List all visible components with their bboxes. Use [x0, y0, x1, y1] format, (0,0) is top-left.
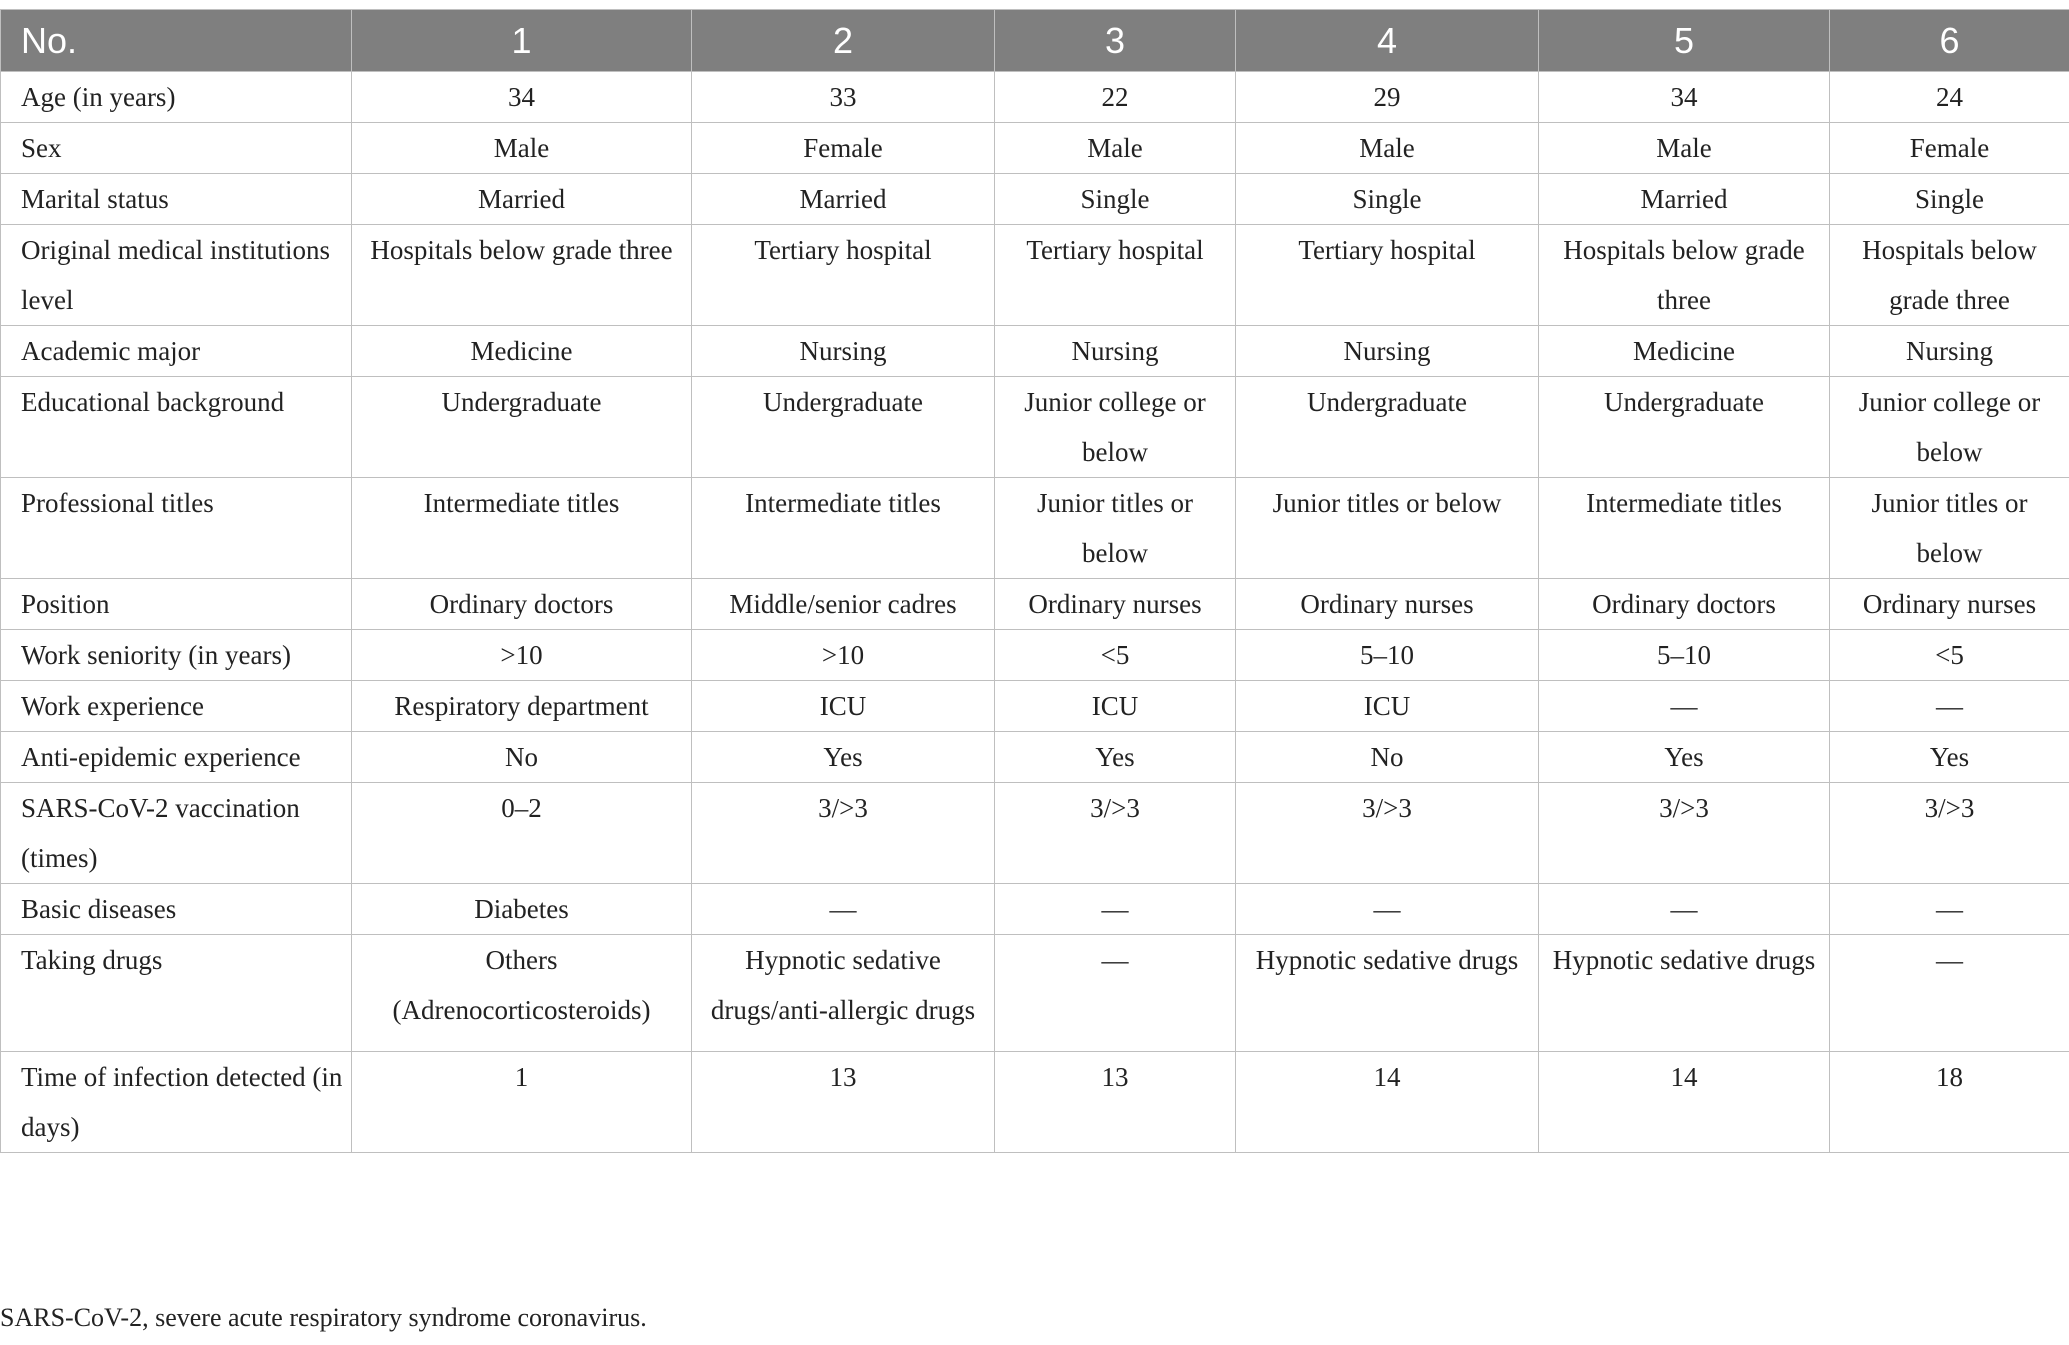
table-cell-case-4: Ordinary nurses — [1236, 579, 1539, 630]
table-row — [1, 377, 2069, 478]
header-cell-no: No. — [1, 10, 352, 72]
row-label: Taking drugs — [1, 935, 352, 1052]
table-cell-case-5: 5–10 — [1539, 630, 1830, 681]
table-cell-case-6: — — [1830, 681, 2069, 732]
header-cell-case-6: 6 — [1830, 10, 2069, 72]
table-cell-case-6: Female — [1830, 123, 2069, 174]
table-cell-case-2: >10 — [692, 630, 995, 681]
table-cell-case-3: 13 — [995, 1052, 1236, 1153]
table-cell-case-1: Male — [352, 123, 692, 174]
table-row — [1, 72, 2069, 123]
row-label: Academic major — [1, 326, 352, 377]
table-cell-case-1: Undergraduate — [352, 377, 692, 478]
table-cell-case-5: Yes — [1539, 732, 1830, 783]
table-row — [1, 123, 2069, 174]
table-cell-case-6: Nursing — [1830, 326, 2069, 377]
table-cell-case-5: Married — [1539, 174, 1830, 225]
table-cell-case-6: 3/>3 — [1830, 783, 2069, 884]
table-cell-case-6: <5 — [1830, 630, 2069, 681]
table-cell-case-3: Junior titles or below — [995, 478, 1236, 579]
header-cell-case-3: 3 — [995, 10, 1236, 72]
row-label: Basic diseases — [1, 884, 352, 935]
table-cell-case-2: Female — [692, 123, 995, 174]
table-cell-case-5: — — [1539, 681, 1830, 732]
table-row — [1, 681, 2069, 732]
table-cell-case-2: Intermediate titles — [692, 478, 995, 579]
table-cell-case-5: Hypnotic sedative drugs — [1539, 935, 1830, 1052]
table-cell-case-4: 14 — [1236, 1052, 1539, 1153]
table-cell-case-4: ICU — [1236, 681, 1539, 732]
table-cell-case-1: Intermediate titles — [352, 478, 692, 579]
table-cell-case-5: 3/>3 — [1539, 783, 1830, 884]
table-header — [1, 10, 2069, 72]
row-label: Marital status — [1, 174, 352, 225]
header-cell-case-5: 5 — [1539, 10, 1830, 72]
table-body — [1, 72, 2069, 1153]
table-cell-case-3: Single — [995, 174, 1236, 225]
header-cell-case-4: 4 — [1236, 10, 1539, 72]
table-cell-case-4: — — [1236, 884, 1539, 935]
table-cell-case-4: 3/>3 — [1236, 783, 1539, 884]
table-cell-case-1: 34 — [352, 72, 692, 123]
header-cell-case-2: 2 — [692, 10, 995, 72]
table-cell-case-2: Undergraduate — [692, 377, 995, 478]
table-cell-case-4: Tertiary hospital — [1236, 225, 1539, 326]
table-cell-case-1: Diabetes — [352, 884, 692, 935]
table-cell-case-4: Undergraduate — [1236, 377, 1539, 478]
table-cell-case-3: — — [995, 884, 1236, 935]
table-cell-case-1: Others (Adrenocorticosteroids) — [352, 935, 692, 1052]
table-cell-case-2: Middle/senior cadres — [692, 579, 995, 630]
row-label: Time of infection detected (in days) — [1, 1052, 352, 1153]
table-cell-case-5: Ordinary doctors — [1539, 579, 1830, 630]
table-cell-case-3: Junior college or below — [995, 377, 1236, 478]
table-cell-case-4: Male — [1236, 123, 1539, 174]
table-cell-case-3: 22 — [995, 72, 1236, 123]
table-cell-case-3: 3/>3 — [995, 783, 1236, 884]
table-cell-case-3: Nursing — [995, 326, 1236, 377]
table-cell-case-2: ICU — [692, 681, 995, 732]
row-label: Educational background — [1, 377, 352, 478]
table-cell-case-2: Hypnotic sedative drugs/anti-allergic drugs — [692, 935, 995, 1052]
table-row — [1, 630, 2069, 681]
row-label: Position — [1, 579, 352, 630]
table-row — [1, 732, 2069, 783]
table-cell-case-4: Single — [1236, 174, 1539, 225]
row-label: Work seniority (in years) — [1, 630, 352, 681]
table-cell-case-1: Ordinary doctors — [352, 579, 692, 630]
table-cell-case-5: — — [1539, 884, 1830, 935]
table-cell-case-3: Male — [995, 123, 1236, 174]
table-cell-case-5: 14 — [1539, 1052, 1830, 1153]
table-cell-case-3: Tertiary hospital — [995, 225, 1236, 326]
table-cell-case-6: Junior titles or below — [1830, 478, 2069, 579]
table-cell-case-3: Yes — [995, 732, 1236, 783]
table-cell-case-1: Hospitals below grade three — [352, 225, 692, 326]
table-row — [1, 579, 2069, 630]
table-row — [1, 935, 2069, 1052]
table-cell-case-3: ICU — [995, 681, 1236, 732]
table-cell-case-2: Married — [692, 174, 995, 225]
table-cell-case-2: 3/>3 — [692, 783, 995, 884]
table-row — [1, 478, 2069, 579]
table-cell-case-3: — — [995, 935, 1236, 1052]
table-cell-case-3: <5 — [995, 630, 1236, 681]
table-cell-case-5: Medicine — [1539, 326, 1830, 377]
table-cell-case-1: 0–2 — [352, 783, 692, 884]
row-label: Anti-epidemic experience — [1, 732, 352, 783]
table-cell-case-6: 18 — [1830, 1052, 2069, 1153]
table-cell-case-6: Hospitals below grade three — [1830, 225, 2069, 326]
table-cell-case-1: No — [352, 732, 692, 783]
table-row — [1, 884, 2069, 935]
characteristics-table — [0, 9, 2069, 1153]
table-cell-case-6: Junior college or below — [1830, 377, 2069, 478]
table-cell-case-6: Yes — [1830, 732, 2069, 783]
table-cell-case-2: 33 — [692, 72, 995, 123]
table-cell-case-1: Medicine — [352, 326, 692, 377]
table-cell-case-1: Respiratory department — [352, 681, 692, 732]
table-cell-case-4: Junior titles or below — [1236, 478, 1539, 579]
header-row — [1, 10, 2069, 72]
table-cell-case-2: Yes — [692, 732, 995, 783]
table-cell-case-4: No — [1236, 732, 1539, 783]
table-row — [1, 174, 2069, 225]
table-cell-case-5: Undergraduate — [1539, 377, 1830, 478]
table-row — [1, 783, 2069, 884]
row-label: Work experience — [1, 681, 352, 732]
table-cell-case-1: 1 — [352, 1052, 692, 1153]
table-cell-case-6: — — [1830, 884, 2069, 935]
table-row — [1, 225, 2069, 326]
table-row — [1, 1052, 2069, 1153]
table-cell-case-6: Ordinary nurses — [1830, 579, 2069, 630]
row-label: Professional titles — [1, 478, 352, 579]
table-cell-case-1: Married — [352, 174, 692, 225]
table-cell-case-2: Nursing — [692, 326, 995, 377]
table-cell-case-2: — — [692, 884, 995, 935]
table-cell-case-6: Single — [1830, 174, 2069, 225]
table-cell-case-5: Male — [1539, 123, 1830, 174]
table-cell-case-2: Tertiary hospital — [692, 225, 995, 326]
table-cell-case-4: Hypnotic sedative drugs — [1236, 935, 1539, 1052]
row-label: Sex — [1, 123, 352, 174]
table-cell-case-3: Ordinary nurses — [995, 579, 1236, 630]
row-label: Age (in years) — [1, 72, 352, 123]
row-label: SARS-CoV-2 vaccination (times) — [1, 783, 352, 884]
table-cell-case-4: 5–10 — [1236, 630, 1539, 681]
table-cell-case-4: Nursing — [1236, 326, 1539, 377]
table-footnote: SARS-CoV-2, severe acute respiratory syndrome coronavirus. — [0, 1303, 647, 1332]
row-label: Original medical institutions level — [1, 225, 352, 326]
table-cell-case-5: 34 — [1539, 72, 1830, 123]
table-cell-case-6: — — [1830, 935, 2069, 1052]
table-cell-case-5: Intermediate titles — [1539, 478, 1830, 579]
header-cell-case-1: 1 — [352, 10, 692, 72]
table-row — [1, 326, 2069, 377]
characteristics-table-container — [0, 9, 2069, 1153]
table-cell-case-6: 24 — [1830, 72, 2069, 123]
table-cell-case-4: 29 — [1236, 72, 1539, 123]
table-cell-case-5: Hospitals below grade three — [1539, 225, 1830, 326]
table-cell-case-2: 13 — [692, 1052, 995, 1153]
table-cell-case-1: >10 — [352, 630, 692, 681]
